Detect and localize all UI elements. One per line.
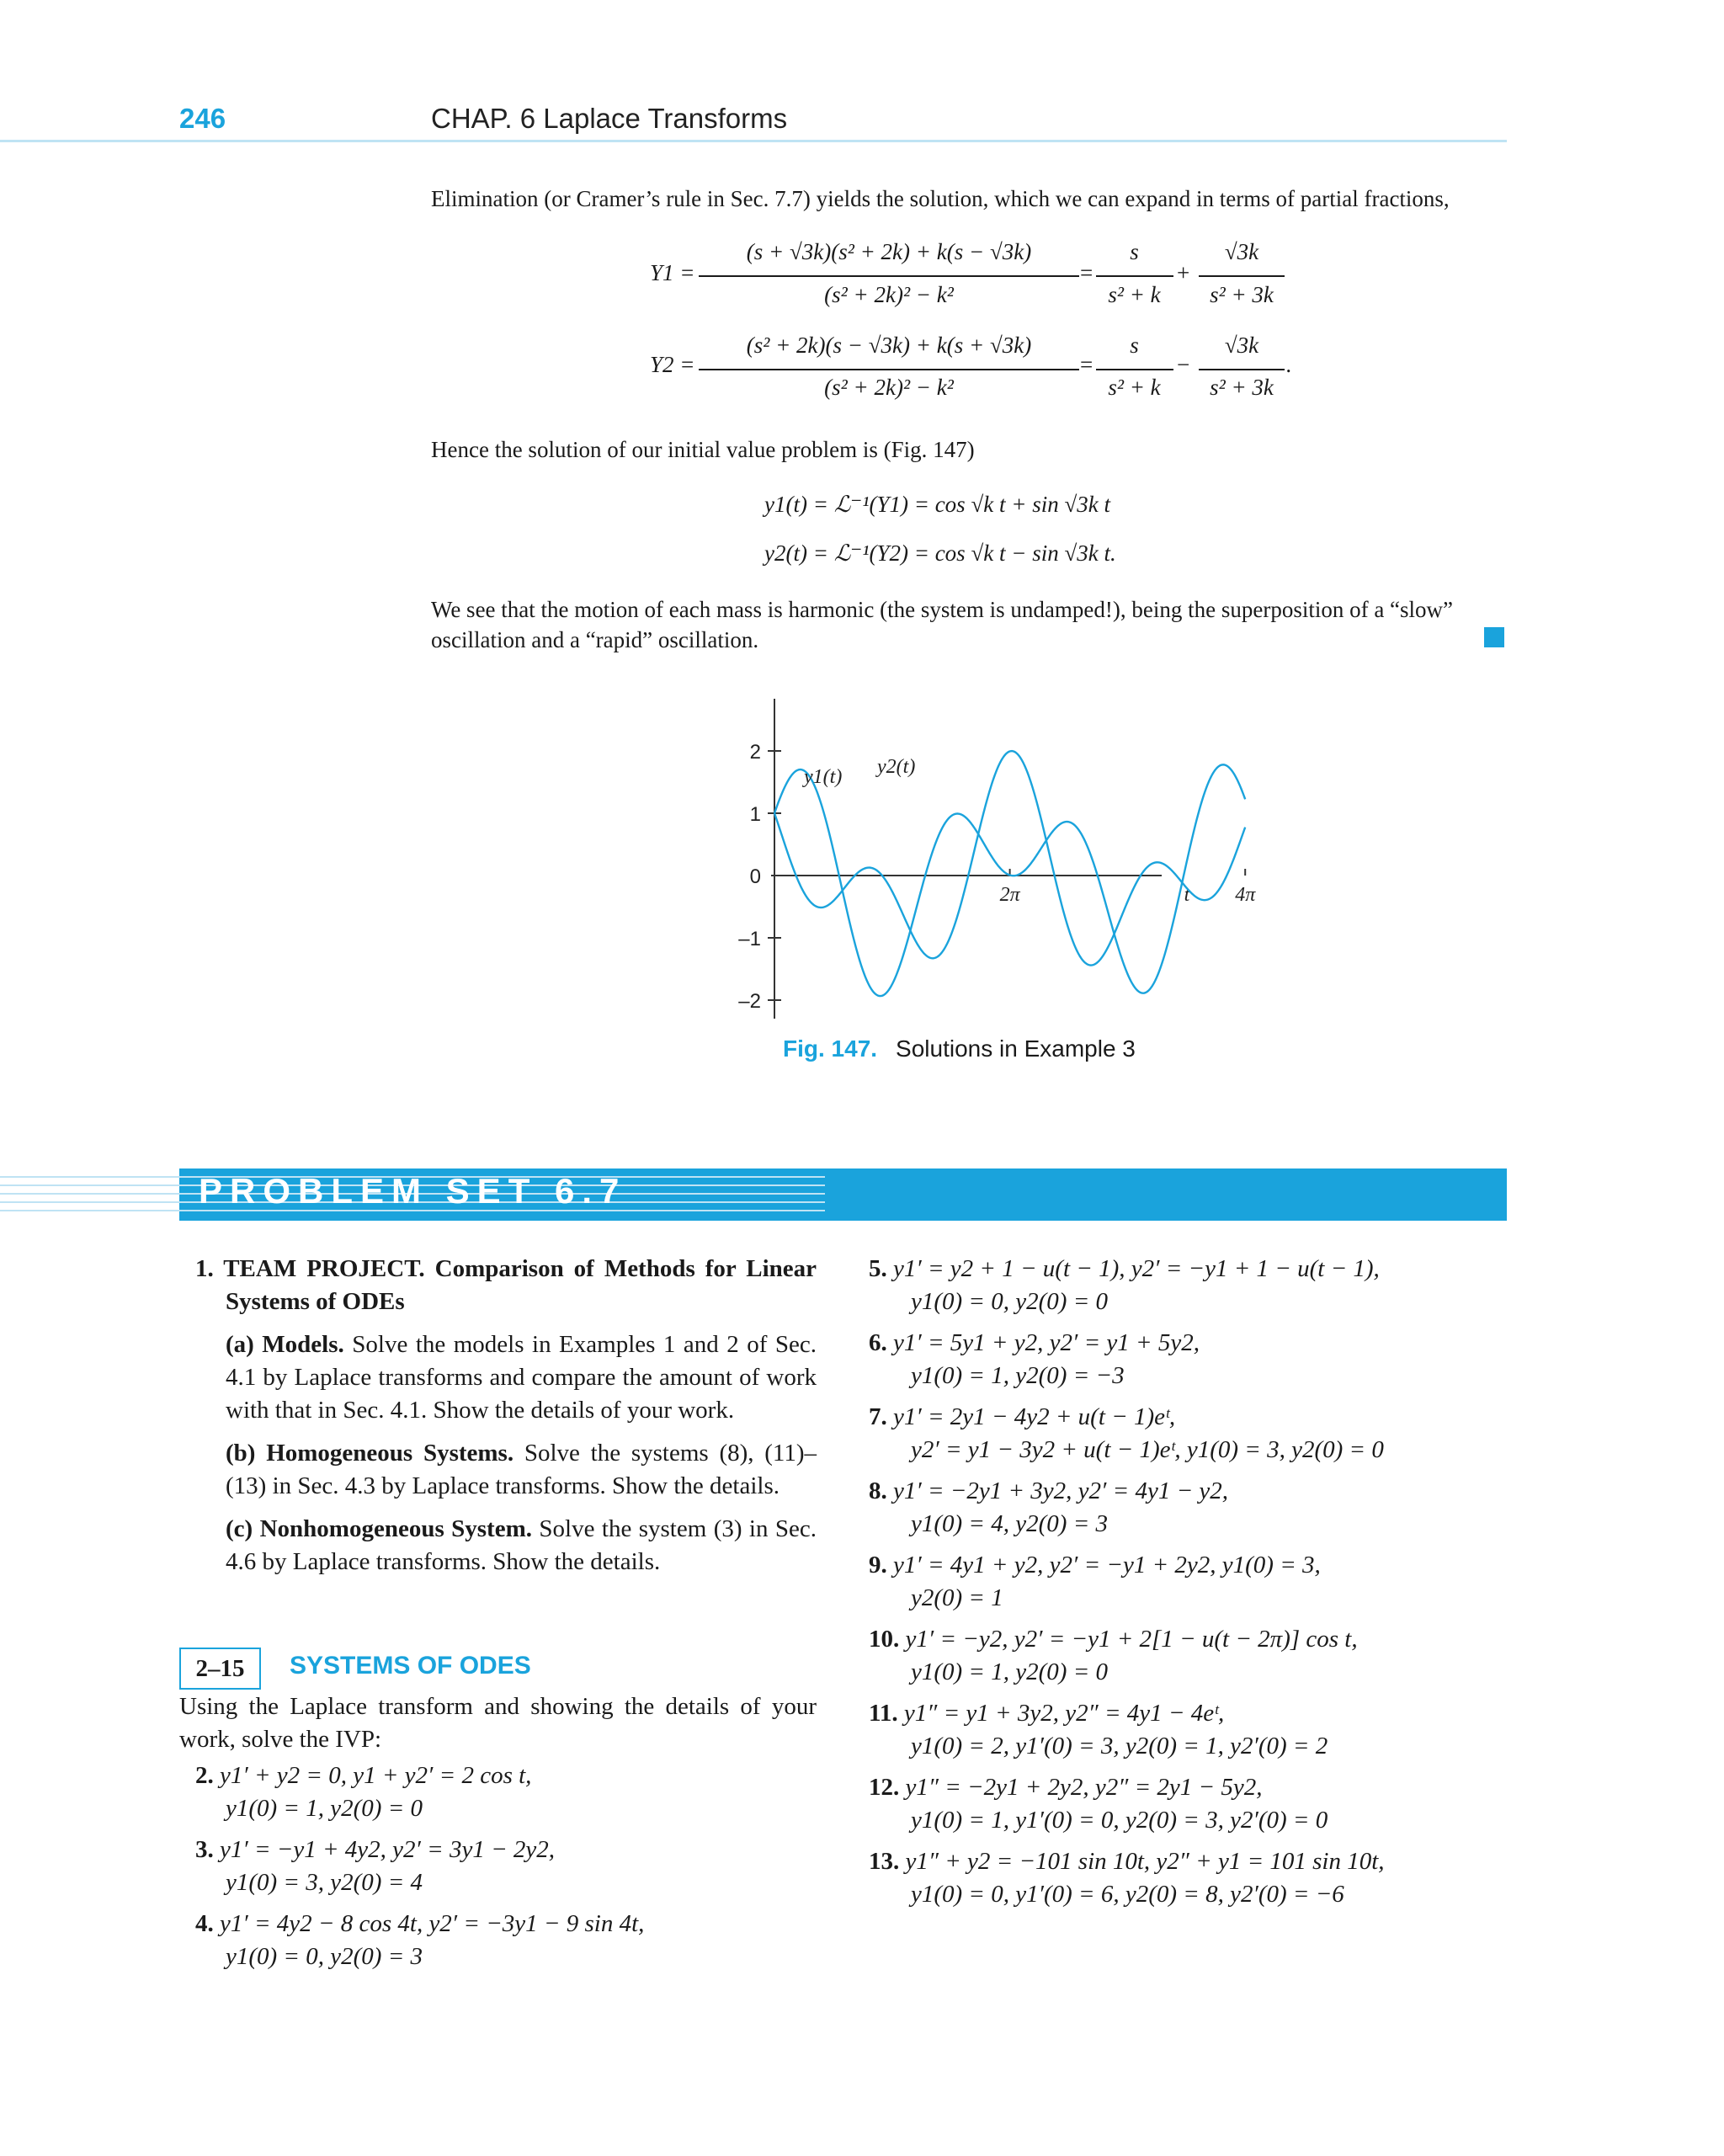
y2-pf2-bar: [1199, 369, 1285, 370]
problem-1-heading: [195, 1253, 817, 1318]
y1-equals: =: [1080, 260, 1093, 285]
chapter-title: CHAP. 6 Laplace Transforms: [431, 103, 788, 134]
y1-pf2-denominator: s² + 3k: [1210, 282, 1274, 307]
problem-6-number: 6.: [869, 1329, 887, 1356]
problem-set-title: PROBLEM SET 6.7: [199, 1171, 627, 1211]
problem-1b: [195, 1437, 817, 1503]
y-tick-label: –1: [738, 928, 761, 950]
problem-8: [869, 1475, 1508, 1541]
problem-6-line2: y1(0) = 1, y2(0) = −3: [911, 1362, 1125, 1389]
y2-fraction-bar: [699, 369, 1079, 370]
y1-pf1-bar: [1096, 275, 1173, 277]
problem-7-line1: y1′ = 2y1 − 4y2 + u(t − 1)eᵗ,: [893, 1403, 1176, 1430]
problem-9: [869, 1549, 1508, 1615]
series-1-curve: [774, 764, 1245, 996]
problem-5-line1: y1′ = y2 + 1 − u(t − 1), y2′ = −y1 + 1 − u(t − 1),: [893, 1255, 1380, 1282]
y2-pf1-numerator: s: [1130, 333, 1139, 358]
problem-4-line1: y1′ = 4y2 − 8 cos 4t, y2′ = −3y1 − 9 sin 4t,: [220, 1910, 645, 1937]
y1-denominator: (s² + 2k)² − k²: [824, 282, 954, 307]
problem-8-line2: y1(0) = 4, y2(0) = 3: [911, 1510, 1109, 1537]
problem-9-line2: y2(0) = 1: [911, 1584, 1003, 1611]
y-tick-label: 1: [749, 803, 761, 826]
problem-12-number: 12.: [869, 1774, 900, 1801]
motion-paragraph: We see that the motion of each mass is harmonic (the system is undamped!), being the superposition of a “slow” oscillation and a “rapid” oscillation.: [431, 597, 1454, 652]
problem-6: [869, 1327, 1508, 1392]
problem-1c-label: (c) Nonhomogeneous System.: [226, 1515, 532, 1542]
problem-5-line2: y1(0) = 0, y2(0) = 0: [911, 1288, 1109, 1315]
solution-y2: y2(t) = ℒ⁻¹(Y2) = cos √k t − sin √3k t.: [764, 540, 1116, 566]
problem-1b-label: (b) Homogeneous Systems.: [226, 1440, 514, 1467]
y1-numerator: (s + √3k)(s² + 2k) + k(s − √3k): [746, 239, 1032, 264]
problem-2-number: 2.: [195, 1762, 214, 1789]
problem-7-line2: y2′ = y1 − 3y2 + u(t − 1)eᵗ, y1(0) = 3, y2(0) = 0: [911, 1436, 1384, 1463]
problem-13-line2: y1(0) = 0, y1′(0) = 6, y2(0) = 8, y2′(0) = −6: [911, 1881, 1344, 1908]
problem-10-line2: y1(0) = 1, y2(0) = 0: [911, 1658, 1109, 1685]
problem-3-number: 3.: [195, 1836, 214, 1863]
problem-9-line1: y1′ = 4y1 + y2, y2′ = −y1 + 2y2, y1(0) = 3,: [893, 1552, 1321, 1578]
problem-11-line1: y1″ = y1 + 3y2, y2″ = 4y1 − 4eᵗ,: [903, 1700, 1225, 1727]
problem-11-line2: y1(0) = 2, y1′(0) = 3, y2(0) = 1, y2′(0) = 2: [911, 1733, 1328, 1759]
y1-pf2-bar: [1199, 275, 1285, 277]
problem-13-line1: y1″ + y2 = −101 sin 10t, y2″ + y1 = 101 sin 10t,: [905, 1848, 1385, 1875]
solutions-chart: [724, 690, 1256, 1027]
figure-label: Fig. 147.: [783, 1035, 878, 1062]
problem-1-title: TEAM PROJECT. Comparison of Methods for Linear Systems of ODEs: [223, 1255, 817, 1315]
problem-7: [869, 1401, 1508, 1467]
problem-12: [869, 1771, 1508, 1837]
y1-fraction-bar: [699, 275, 1079, 277]
problem-6-line1: y1′ = 5y1 + y2, y2′ = y1 + 5y2,: [893, 1329, 1200, 1356]
problem-8-number: 8.: [869, 1477, 887, 1504]
problem-4: [195, 1908, 817, 1973]
problem-1b-text: Solve the systems (8), (11)–(13) in Sec. 4.3 by Laplace transforms. Show the details.: [226, 1440, 817, 1499]
header-rule: [0, 140, 1507, 142]
x-axis-label: t: [1184, 884, 1190, 906]
problem-7-number: 7.: [869, 1403, 887, 1430]
y2-pf1-denominator: s² + k: [1108, 375, 1161, 400]
problem-1a-label: (a) Models.: [226, 1331, 344, 1358]
problems-left: [195, 1759, 817, 1973]
y2-numerator: (s² + 2k)(s − √3k) + k(s + √3k): [746, 333, 1032, 358]
problem-4-number: 4.: [195, 1910, 214, 1937]
y2-denominator: (s² + 2k)² − k²: [824, 375, 954, 400]
y-tick-label: 0: [749, 865, 761, 888]
problem-5-number: 5.: [869, 1255, 887, 1282]
series-2-curve: [774, 751, 1245, 965]
problem-1c-text: Solve the system (3) in Sec. 4.6 by Laplace transforms. Show the details.: [226, 1515, 817, 1575]
problem-2-line1: y1′ + y2 = 0, y1 + y2′ = 2 cos t,: [220, 1762, 532, 1789]
problem-12-line1: y1″ = −2y1 + 2y2, y2″ = 2y1 − 5y2,: [905, 1774, 1263, 1801]
problem-1a: [195, 1328, 817, 1427]
range-intro: Using the Laplace transform and showing the details of your work, solve the IVP:: [179, 1693, 817, 1753]
problem-13: [869, 1845, 1508, 1911]
problem-13-number: 13.: [869, 1848, 900, 1875]
problem-8-line1: y1′ = −2y1 + 3y2, y2′ = 4y1 − y2,: [893, 1477, 1229, 1504]
problem-2-line2: y1(0) = 1, y2(0) = 0: [226, 1795, 423, 1822]
problem-11: [869, 1697, 1508, 1763]
intro-paragraph: Elimination (or Cramer’s rule in Sec. 7.7) yields the solution, which we can expand in terms of partial fractions,: [431, 186, 1450, 211]
x-tick-label: 4π: [1235, 884, 1256, 906]
series-1-label: y1(t): [804, 766, 843, 788]
y2-operator: −: [1177, 352, 1190, 377]
y2-pf1-bar: [1096, 369, 1173, 370]
y2-lhs: Y2 =: [650, 352, 695, 377]
problem-1-number: 1.: [195, 1255, 214, 1282]
problem-2: [195, 1759, 817, 1825]
page-number: 246: [179, 103, 226, 134]
problem-10-number: 10.: [869, 1626, 900, 1653]
figure-caption: [783, 1035, 1136, 1062]
y2-equals: =: [1080, 352, 1093, 377]
problem-1c: [195, 1513, 817, 1578]
problem-11-number: 11.: [869, 1700, 898, 1727]
y2-pf2-denominator: s² + 3k: [1210, 375, 1274, 400]
problem-10: [869, 1623, 1508, 1689]
y1-pf2-numerator: √3k: [1224, 239, 1259, 264]
problem-3-line2: y1(0) = 3, y2(0) = 4: [226, 1869, 423, 1896]
solution-y1: y1(t) = ℒ⁻¹(Y1) = cos √k t + sin √3k t: [764, 492, 1111, 517]
problem-4-line2: y1(0) = 0, y2(0) = 3: [226, 1943, 423, 1970]
problem-3: [195, 1834, 817, 1899]
x-tick-label: 2π: [999, 884, 1020, 906]
y1-pf1-numerator: s: [1130, 239, 1139, 264]
y1-operator: +: [1177, 260, 1190, 285]
y1-lhs: Y1 =: [650, 260, 695, 285]
series-2-label: y2(t): [877, 756, 916, 778]
y-tick-label: –2: [738, 990, 761, 1013]
hence-paragraph: Hence the solution of our initial value problem is (Fig. 147): [431, 437, 975, 462]
y-tick-label: 2: [749, 741, 761, 764]
problem-3-line1: y1′ = −y1 + 4y2, y2′ = 3y1 − 2y2,: [220, 1836, 556, 1863]
problem-1a-text: Solve the models in Examples 1 and 2 of Sec. 4.1 by Laplace transforms and compare the amount of work with that in Sec. 4.1. Show the details of your work.: [226, 1331, 817, 1424]
problem-9-number: 9.: [869, 1552, 887, 1578]
y2-end-period: .: [1286, 352, 1292, 377]
problem-range-title: SYSTEMS OF ODES: [290, 1652, 531, 1680]
problems-right: [869, 1253, 1508, 1911]
end-of-example-marker: [1484, 627, 1504, 647]
y1-pf1-denominator: s² + k: [1108, 282, 1161, 307]
problem-range-box: 2–15: [179, 1648, 261, 1690]
problem-1: [195, 1253, 817, 1578]
y2-pf2-numerator: √3k: [1224, 333, 1259, 358]
figure-caption-text: Solutions in Example 3: [896, 1035, 1136, 1062]
problem-5: [869, 1253, 1508, 1318]
problem-10-line1: y1′ = −y2, y2′ = −y1 + 2[1 − u(t − 2π)] cos t,: [905, 1626, 1358, 1653]
problem-12-line2: y1(0) = 1, y1′(0) = 0, y2(0) = 3, y2′(0) = 0: [911, 1807, 1328, 1834]
